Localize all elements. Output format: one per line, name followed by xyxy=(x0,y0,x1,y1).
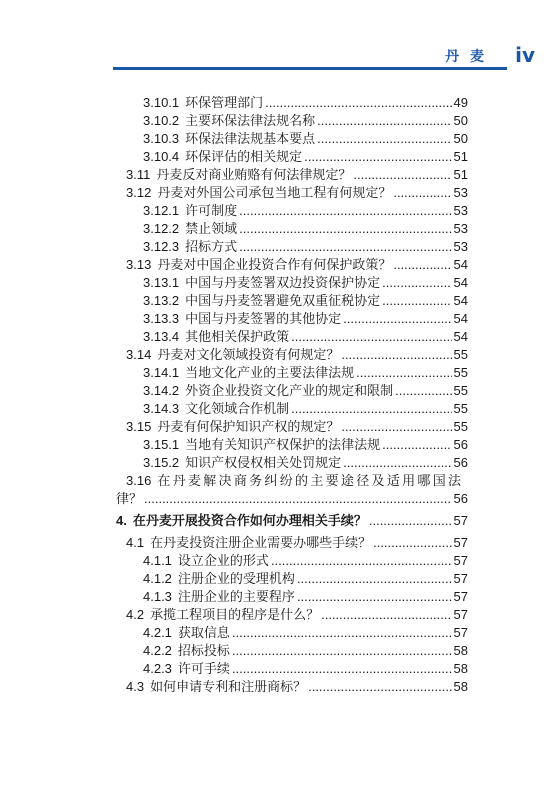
toc-number: 4. xyxy=(116,513,127,528)
toc-page: 55 xyxy=(453,365,468,380)
toc-title: 环保管理部门 xyxy=(185,96,264,111)
toc-number: 4.3 xyxy=(126,679,145,694)
toc-number: 4.1.3 xyxy=(143,589,172,604)
toc-title: 设立企业的形式 xyxy=(177,554,269,569)
toc-number: 4.2.2 xyxy=(143,643,172,658)
toc-page: 56 xyxy=(453,455,468,470)
toc-number: 3.10.2 xyxy=(143,113,180,128)
toc-leader xyxy=(369,510,452,531)
toc-number: 3.14.1 xyxy=(143,365,180,380)
toc-title: 知识产权侵权相关处罚规定 xyxy=(185,456,342,471)
toc-title: 当地有关知识产权保护的法律法规 xyxy=(185,438,381,453)
toc-page: 54 xyxy=(453,329,468,344)
toc-number: 4.1.1 xyxy=(143,553,172,568)
toc-page: 49 xyxy=(453,95,468,110)
toc-page: 58 xyxy=(453,679,468,694)
toc-number: 4.2.1 xyxy=(143,625,172,640)
toc-page: 55 xyxy=(453,347,468,362)
toc-page: 51 xyxy=(453,167,468,182)
toc-title: 当地文化产业的主要法律法规 xyxy=(185,366,355,381)
toc-page: 56 xyxy=(453,491,468,506)
toc-number: 3.13 xyxy=(126,257,152,272)
toc-title: 丹麦有何保护知识产权的规定？ xyxy=(157,420,340,435)
toc-entry-continuation[interactable] xyxy=(116,488,468,509)
toc-number: 3.12 xyxy=(126,185,152,200)
toc-page: 57 xyxy=(453,607,468,622)
toc-page: 57 xyxy=(453,625,468,640)
toc-leader xyxy=(308,676,451,697)
toc-title: 中国与丹麦签署避免双重征税协定 xyxy=(185,294,381,309)
toc-title: 在丹麦解决商务纠纷的主要途径及适用哪国法 xyxy=(157,474,464,489)
toc-number: 3.12.2 xyxy=(143,221,180,236)
toc-number: 3.10.3 xyxy=(143,131,180,146)
toc-number: 3.12.3 xyxy=(143,239,180,254)
toc-page: 57 xyxy=(453,513,468,528)
page-header xyxy=(0,0,559,80)
toc-title: 获取信息 xyxy=(177,626,230,641)
page-number: iv xyxy=(515,43,535,67)
toc-title: 注册企业的主要程序 xyxy=(177,590,295,605)
toc-number: 3.13.2 xyxy=(143,293,180,308)
toc-page: 58 xyxy=(453,643,468,658)
toc-title: 外资企业投资文化产业的规定和限制 xyxy=(185,384,394,399)
toc-title: 丹麦对文化领域投资有何规定？ xyxy=(157,348,340,363)
toc-page: 54 xyxy=(453,275,468,290)
toc-number: 3.15 xyxy=(126,419,152,434)
header-rule xyxy=(113,67,507,70)
toc-number: 3.15.1 xyxy=(143,437,180,452)
toc-title: 注册企业的受理机构 xyxy=(177,572,295,587)
toc-page: 57 xyxy=(453,535,468,550)
toc-number: 3.13.3 xyxy=(143,311,180,326)
toc-title: 招标方式 xyxy=(185,240,238,255)
toc-number: 4.2 xyxy=(126,607,145,622)
toc-page: 54 xyxy=(453,311,468,326)
toc-title: 丹麦反对商业贿赂有何法律规定？ xyxy=(156,168,352,183)
toc-page: 53 xyxy=(453,203,468,218)
toc-page: 53 xyxy=(453,185,468,200)
toc-title: 环保评估的相关规定 xyxy=(185,150,303,165)
toc-page: 55 xyxy=(453,401,468,416)
toc-number: 3.12.1 xyxy=(143,203,180,218)
toc-number: 3.13.4 xyxy=(143,329,180,344)
toc-leader xyxy=(144,488,452,509)
toc-page: 54 xyxy=(453,293,468,308)
toc-number: 3.15.2 xyxy=(143,455,180,470)
toc-number: 4.2.3 xyxy=(143,661,172,676)
toc-title: 许可手续 xyxy=(177,662,230,677)
toc-title: 许可制度 xyxy=(185,204,238,219)
toc-number: 3.14.2 xyxy=(143,383,180,398)
toc-page: 57 xyxy=(453,553,468,568)
toc-title-continuation: 律？ xyxy=(116,492,143,507)
toc-page: 57 xyxy=(453,571,468,586)
toc-page: 55 xyxy=(453,419,468,434)
toc-title: 如何申请专利和注册商标？ xyxy=(150,680,307,695)
toc-page: 54 xyxy=(453,257,468,272)
toc-title: 环保法律法规基本要点 xyxy=(185,132,316,147)
toc-number: 4.1.2 xyxy=(143,571,172,586)
toc-title: 禁止领域 xyxy=(185,222,238,237)
toc-number: 3.10.1 xyxy=(143,95,180,110)
toc-page: 50 xyxy=(453,131,468,146)
toc-page: 55 xyxy=(453,383,468,398)
toc-title: 招标投标 xyxy=(177,644,230,659)
toc-title: 承揽工程项目的程序是什么？ xyxy=(150,608,320,623)
toc-page: 56 xyxy=(453,437,468,452)
toc-entry[interactable] xyxy=(126,676,468,697)
toc-page: 51 xyxy=(453,149,468,164)
toc-number: 3.13.1 xyxy=(143,275,180,290)
toc-title: 丹麦对中国企业投资合作有何保护政策？ xyxy=(157,258,392,273)
toc-number: 3.16 xyxy=(126,473,152,488)
toc-page: 50 xyxy=(453,113,468,128)
toc-title: 主要环保法律法规名称 xyxy=(185,114,316,129)
toc-title: 在丹麦开展投资合作如何办理相关手续？ xyxy=(132,513,367,528)
toc-number: 3.10.4 xyxy=(143,149,180,164)
toc-number: 4.1 xyxy=(126,535,145,550)
toc-page: 57 xyxy=(453,589,468,604)
toc-chapter-entry[interactable] xyxy=(116,510,468,531)
toc-number: 3.14.3 xyxy=(143,401,180,416)
toc-title: 文化领域合作机制 xyxy=(185,402,290,417)
toc-number: 3.14 xyxy=(126,347,152,362)
running-header-country: 丹 麦 xyxy=(445,49,487,65)
toc-title: 中国与丹麦签署双边投资保护协定 xyxy=(185,276,381,291)
toc-number: 3.11 xyxy=(126,167,151,182)
toc-page: 53 xyxy=(453,239,468,254)
toc-title: 中国与丹麦签署的其他协定 xyxy=(185,312,342,327)
toc-page: 58 xyxy=(453,661,468,676)
toc-title: 其他相关保护政策 xyxy=(185,330,290,345)
toc-title: 丹麦对外国公司承包当地工程有何规定？ xyxy=(157,186,392,201)
toc-title: 在丹麦投资注册企业需要办哪些手续？ xyxy=(150,536,372,551)
toc-page: 53 xyxy=(453,221,468,236)
